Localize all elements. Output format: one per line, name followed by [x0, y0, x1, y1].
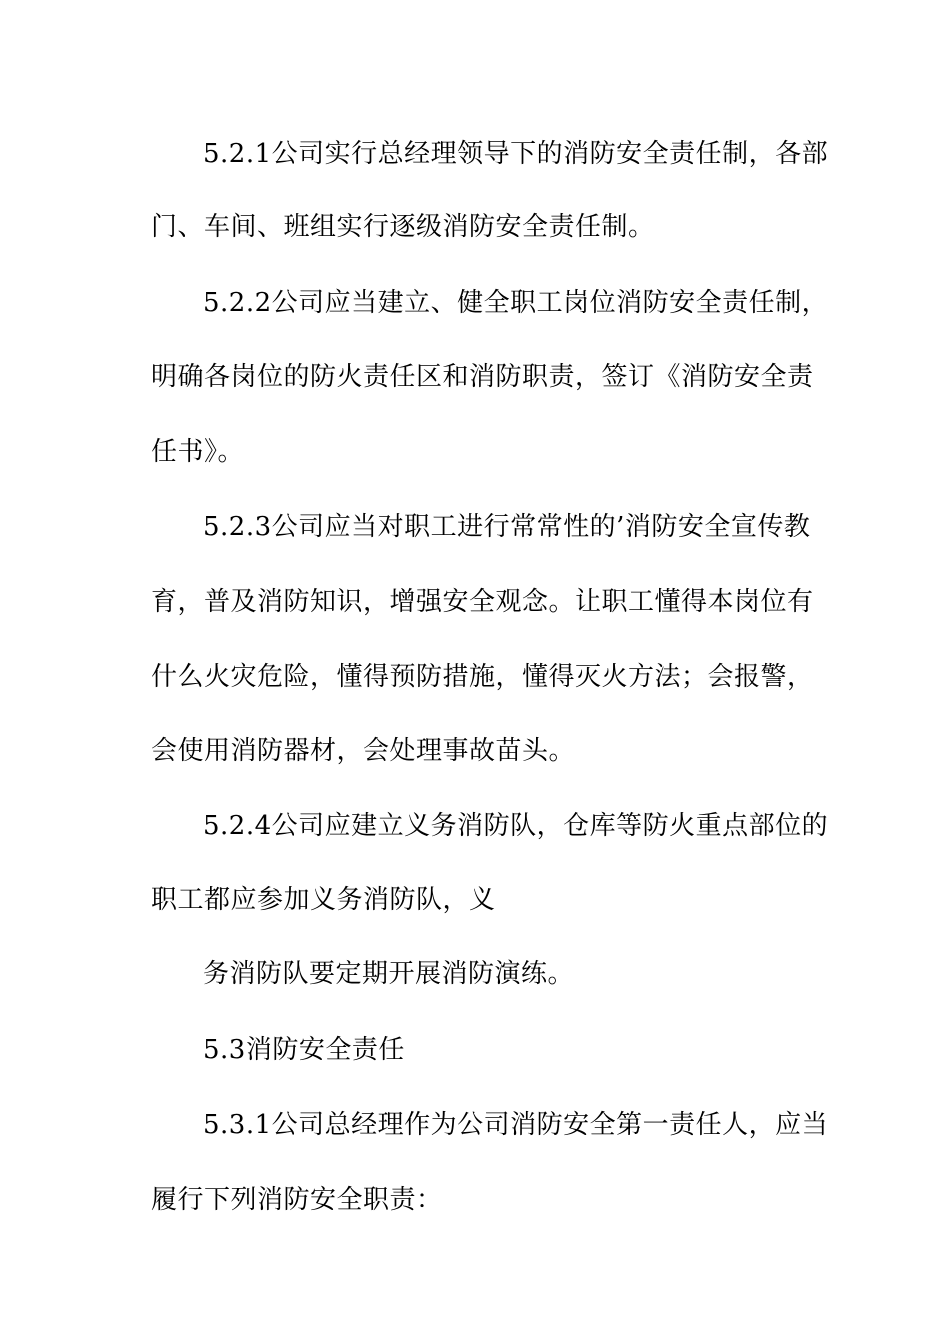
paragraph-5-2-2-line-2: 明确各岗位的防火责任区和消防职责，签订《消防安全责	[151, 362, 814, 392]
paragraph-5-2-1-line-1: 5.2.1公司实行总经理领导下的消防安全责任制，各部	[203, 139, 829, 169]
section-heading-5-3: 5.3消防安全责任	[203, 1035, 405, 1065]
paragraph-5-2-3-line-4: 会使用消防器材，会处理事故苗头。	[151, 736, 576, 766]
paragraph-5-2-1-line-2: 门、车间、班组实行逐级消防安全责任制。	[151, 212, 655, 242]
paragraph-5-3-1-line-2: 履行下列消防安全职责：	[151, 1185, 443, 1215]
paragraph-5-2-2-line-3: 任书》。	[151, 437, 245, 467]
paragraph-5-2-4-line-2: 职工都应参加义务消防队，义	[151, 885, 496, 915]
paragraph-5-2-4-line-1: 5.2.4公司应建立义务消防队，仓库等防火重点部位的	[203, 811, 829, 841]
paragraph-5-2-3-line-3: 什么火灾危险，懂得预防措施，懂得灭火方法；会报警，	[151, 662, 814, 692]
paragraph-5-2-4-line-3: 务消防队要定期开展消防演练。	[203, 959, 575, 989]
paragraph-5-2-3-line-2: 育，普及消防知识，增强安全观念。让职工懂得本岗位有	[151, 587, 814, 617]
paragraph-5-2-3-line-1: 5.2.3公司应当对职工进行常常性的’消防安全宣传教	[203, 512, 811, 542]
paragraph-5-3-1-line-1: 5.3.1公司总经理作为公司消防安全第一责任人，应当	[203, 1110, 829, 1140]
paragraph-5-2-2-line-1: 5.2.2公司应当建立、健全职工岗位消防安全责任制，	[203, 288, 829, 318]
